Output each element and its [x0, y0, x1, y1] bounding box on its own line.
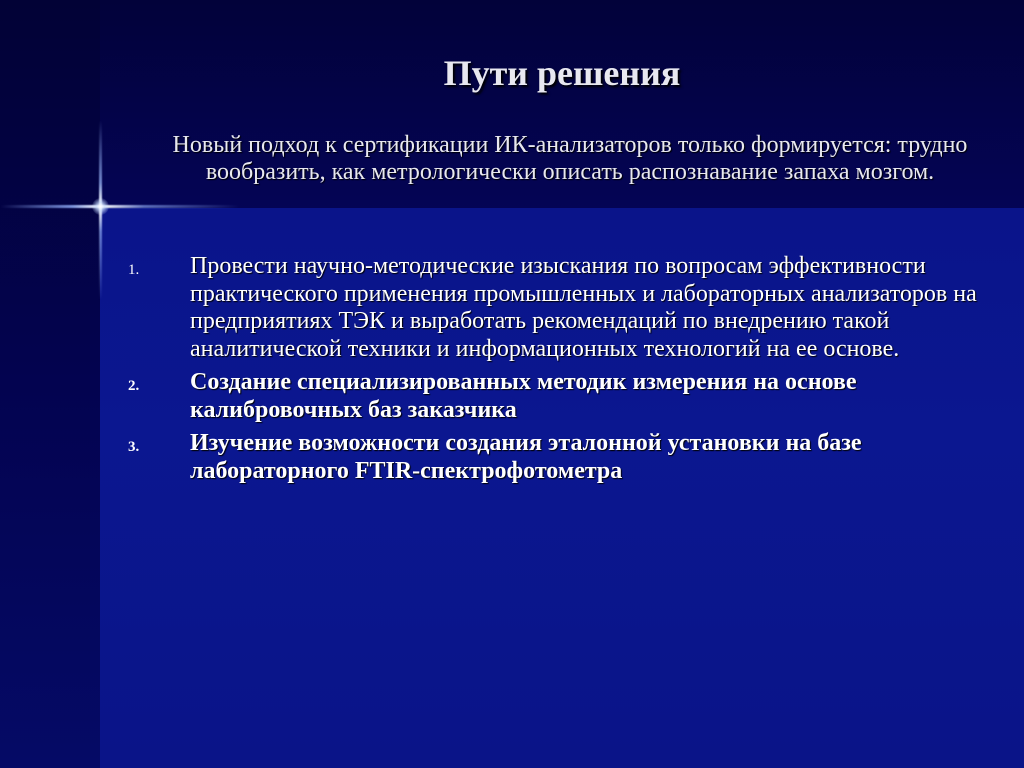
star-flare-icon — [92, 198, 109, 215]
star-flare-horizontal — [0, 205, 240, 208]
left-decor-band — [0, 0, 100, 768]
list-item — [128, 369, 988, 424]
list-item-number: 2. — [128, 378, 140, 394]
list-item-text: Создание специализированных методик измерения на основе калибровочных баз заказчика — [190, 369, 857, 423]
list-item-number: 3. — [128, 439, 140, 455]
list-item — [128, 253, 988, 363]
slide-title: Пути решения — [443, 53, 681, 93]
solutions-list — [128, 253, 988, 485]
list-item-text: Изучение возможности создания эталонной установки на базе лабораторного FTIR-спектрофотометра — [190, 430, 862, 484]
intro-paragraph: Новый подход к сертификации ИК-анализаторов только формируется: трудно вообразить, как метрологически описать распознавание запаха мозгом. — [172, 132, 968, 185]
list-item — [128, 430, 988, 485]
list-item-number: 1. — [128, 262, 140, 278]
list-item-text: Провести научно-методические изыскания по вопросам эффективности практического применения промышленных и лабораторных анализаторов на предприятиях ТЭК и выработать рекомендаций по внедрению такой аналитической техники и информационных технологий на ее основе. — [190, 253, 977, 362]
